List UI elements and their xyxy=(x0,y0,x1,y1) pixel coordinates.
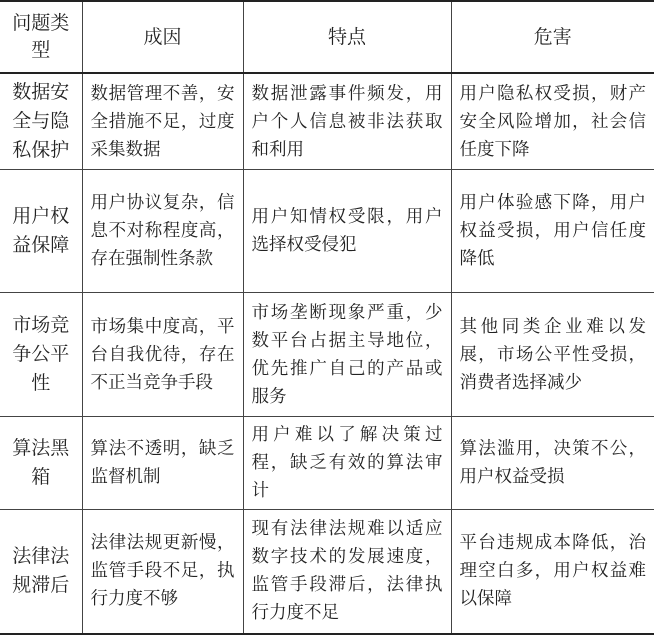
cell-harm: 其他同类企业难以发展，市场公平性受损，消费者选择减少 xyxy=(451,293,654,417)
cell-feature: 现有法律法规难以适应数字技术的发展速度，监管手段滞后，法律执行力度不足 xyxy=(243,510,451,634)
cell-feature: 用户知情权受限，用户选择权受侵犯 xyxy=(243,170,451,293)
table-row xyxy=(0,170,654,293)
cell-harm: 平台违规成本降低，治理空白多，用户权益难以保障 xyxy=(451,510,654,634)
cell-type: 算法黑箱 xyxy=(0,417,82,510)
header-type: 问题类型 xyxy=(0,1,82,73)
cell-feature: 用户难以了解决策过程，缺乏有效的算法审计 xyxy=(243,417,451,510)
cell-harm: 算法滥用，决策不公，用户权益受损 xyxy=(451,417,654,510)
cell-type: 法律法规滞后 xyxy=(0,510,82,634)
header-feature: 特点 xyxy=(243,1,451,73)
cell-cause: 市场集中度高，平台自我优待，存在不正当竞争手段 xyxy=(82,293,243,417)
cell-type: 数据安全与隐私保护 xyxy=(0,73,82,170)
header-harm: 危害 xyxy=(451,1,654,73)
cell-cause: 法律法规更新慢，监管手段不足，执行力度不够 xyxy=(82,510,243,634)
table-header-row xyxy=(0,1,654,73)
cell-type: 市场竞争公平性 xyxy=(0,293,82,417)
header-cause: 成因 xyxy=(82,1,243,73)
table-row xyxy=(0,510,654,634)
table-row xyxy=(0,417,654,510)
cell-cause: 用户协议复杂，信息不对称程度高，存在强制性条款 xyxy=(82,170,243,293)
cell-type: 用户权益保障 xyxy=(0,170,82,293)
cell-harm: 用户体验感下降，用户权益受损，用户信任度降低 xyxy=(451,170,654,293)
cell-harm: 用户隐私权受损，财产安全风险增加，社会信任度下降 xyxy=(451,73,654,170)
cell-cause: 算法不透明，缺乏监督机制 xyxy=(82,417,243,510)
table-row xyxy=(0,293,654,417)
table-row xyxy=(0,73,654,170)
cell-cause: 数据管理不善，安全措施不足，过度采集数据 xyxy=(82,73,243,170)
cell-feature: 数据泄露事件频发，用户个人信息被非法获取和利用 xyxy=(243,73,451,170)
cell-feature: 市场垄断现象严重，少数平台占据主导地位，优先推广自己的产品或服务 xyxy=(243,293,451,417)
